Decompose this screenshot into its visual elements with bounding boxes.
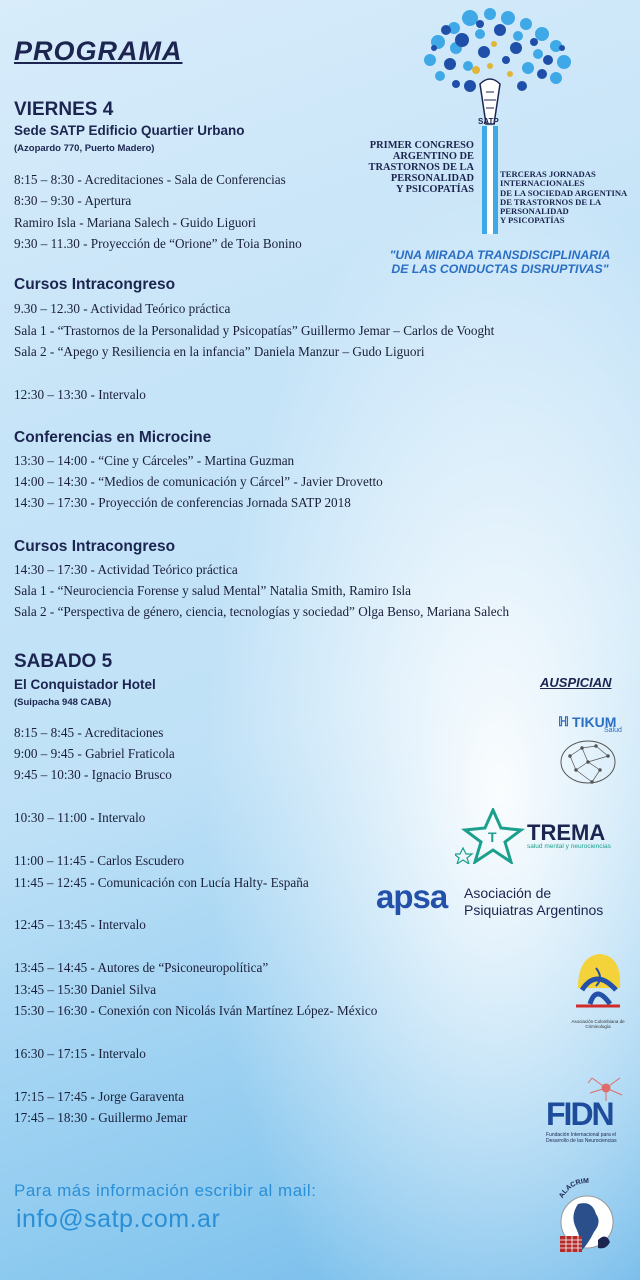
- page-title: PROGRAMA: [14, 36, 183, 66]
- tikum-glyph-icon: ℍ: [558, 714, 570, 729]
- tikum-logo: [558, 714, 630, 800]
- svg-text:ALACRIM: ALACRIM: [558, 1177, 590, 1200]
- schedule-line: 9:00 – 9:45 - Gabriel Fraticola: [14, 746, 175, 761]
- trema-sub: salud mental y neurociencias: [527, 843, 611, 850]
- schedule-line: 12:30 – 13:30 - Intervalo: [14, 387, 146, 402]
- schedule-line: 12:45 – 13:45 - Intervalo: [14, 917, 146, 932]
- day-heading-viernes: VIERNES 4: [14, 99, 114, 120]
- schedule-line: 8:15 – 8:45 - Acreditaciones: [14, 725, 164, 740]
- lema-line: DE LAS CONDUCTAS DISRUPTIVAS": [391, 262, 609, 276]
- schedule-line: 11:00 – 11:45 - Carlos Escudero: [14, 853, 185, 868]
- sponsors-title: AUSPICIAN: [540, 675, 612, 690]
- schedule-line: 14:30 – 17:30 - Proyección de conferencias Jornada SATP 2018: [14, 495, 351, 510]
- jornadas-line: Y PSICOPATÍAS: [500, 215, 565, 226]
- apsa-mark: apsa: [376, 878, 448, 915]
- colombiana-logo: [560, 948, 636, 1028]
- address-viernes: (Azopardo 770, Puerto Madero): [14, 143, 155, 154]
- info-text: Para más información escribir al mail:: [14, 1181, 317, 1200]
- section-heading: Cursos Intracongreso: [14, 538, 176, 555]
- colombiana-emblem-icon: [570, 948, 626, 1014]
- fidn-name: FIDN: [546, 1096, 613, 1132]
- congreso-line: PRIMER CONGRESO: [369, 140, 474, 151]
- brain-icon: [558, 736, 618, 792]
- fidn-logo: [546, 1075, 632, 1155]
- day-heading-sabado: SABADO 5: [14, 651, 113, 672]
- congreso-line: ARGENTINO DE: [392, 151, 474, 162]
- address-sabado: (Suipacha 948 CABA): [14, 697, 112, 708]
- congreso-line: TRASTORNOS DE LA: [368, 162, 474, 173]
- schedule-line: 9:30 – 11.30 - Proyección de “Orione” de Toia Bonino: [14, 236, 302, 251]
- trema-star-icon: [455, 808, 525, 864]
- jornadas-line: DE TRASTORNOS DE LA: [500, 196, 602, 207]
- trema-name: TREMA: [527, 820, 606, 845]
- apsa-line: Asociación de: [464, 885, 552, 901]
- apsa-line: Psiquiatras Argentinos: [464, 902, 604, 918]
- congreso-line: PERSONALIDAD: [390, 173, 474, 184]
- lema-line: "UNA MIRADA TRANSDISCIPLINARIA: [389, 248, 611, 262]
- apsa-logo: [376, 878, 634, 922]
- schedule-line: 15:30 – 16:30 - Conexión con Nicolás Iván Martínez López- México: [14, 1003, 378, 1018]
- jornadas-line: DE LA SOCIEDAD ARGENTINA: [500, 187, 628, 198]
- alacrim-logo: [552, 1170, 622, 1266]
- svg-text:T: T: [488, 829, 497, 845]
- schedule-line: 9.30 – 12.30 - Actividad Teórico práctica: [14, 301, 231, 316]
- fidn-sub: Fundación Internacional para el Desarrollo de las Neurociencias: [546, 1132, 617, 1144]
- jornadas-line: TERCERAS JORNADAS: [500, 169, 596, 179]
- schedule-line: 13:30 – 14:00 - “Cine y Cárceles” - Martina Guzman: [14, 453, 295, 468]
- schedule-line: 8:15 – 8:30 - Acreditaciones - Sala de Conferencias: [14, 172, 286, 187]
- alacrim-emblem-icon: [552, 1170, 622, 1266]
- schedule-line: 17:15 – 17:45 - Jorge Garaventa: [14, 1089, 185, 1104]
- schedule-line: Ramiro Isla - Mariana Salech - Guido Liguori: [14, 215, 257, 230]
- schedule-line: 14:00 – 14:30 - “Medios de comunicación y Cárcel” - Javier Drovetto: [14, 474, 383, 489]
- schedule-line: Sala 1 - “Trastornos de la Personalidad y Psicopatías” Guillermo Jemar – Carlos de Vooght: [14, 323, 495, 338]
- schedule-line: 10:30 – 11:00 - Intervalo: [14, 810, 146, 825]
- lema: [370, 248, 630, 276]
- satp-logo: [410, 4, 580, 274]
- schedule-line: 13:45 – 14:45 - Autores de “Psiconeuropolítica”: [14, 960, 269, 975]
- section-heading: Cursos Intracongreso: [14, 276, 176, 293]
- schedule-line: 13:45 – 15:30 Daniel Silva: [14, 982, 157, 997]
- jornadas-line: PERSONALIDAD: [500, 206, 569, 217]
- schedule-line: 8:30 – 9:30 - Apertura: [14, 193, 132, 208]
- email-link[interactable]: info@satp.com.ar: [16, 1205, 221, 1233]
- tikum-name: TIKUM: [572, 714, 617, 730]
- congreso-line: Y PSICOPATÍAS: [395, 184, 474, 195]
- schedule-line: 16:30 – 17:15 - Intervalo: [14, 1046, 146, 1061]
- schedule-line: 14:30 – 17:30 - Actividad Teórico práctica: [14, 562, 238, 577]
- schedule-line: Sala 1 - “Neurociencia Forense y salud Mental” Natalia Smith, Ramiro Isla: [14, 583, 411, 598]
- venue-viernes: Sede SATP Edificio Quartier Urbano: [14, 123, 245, 138]
- schedule-line: Sala 2 - “Apego y Resiliencia en la infancia” Daniela Manzur – Gudo Liguori: [14, 344, 425, 359]
- schedule-line: 9:45 – 10:30 - Ignacio Brusco: [14, 767, 172, 782]
- tikum-sub: Salud: [604, 727, 622, 734]
- schedule-line: 17:45 – 18:30 - Guillermo Jemar: [14, 1110, 188, 1125]
- trema-logo: [455, 808, 633, 864]
- satp-mark: SATP: [478, 117, 499, 126]
- schedule-line: Sala 2 - “Perspectiva de género, ciencia, tecnologías y sociedad” Olga Benso, Mariana Salech: [14, 604, 510, 619]
- jornadas-line: INTERNACIONALES: [500, 178, 585, 189]
- venue-sabado: El Conquistador Hotel: [14, 677, 156, 692]
- schedule-line: 11:45 – 12:45 - Comunicación con Lucía Halty- España: [14, 875, 309, 890]
- section-heading: Conferencias en Microcine: [14, 429, 212, 446]
- congreso-title: [346, 140, 474, 195]
- colombiana-text: Asociación Colombiana de Criminología: [571, 1019, 625, 1029]
- jornadas-title: [500, 170, 635, 226]
